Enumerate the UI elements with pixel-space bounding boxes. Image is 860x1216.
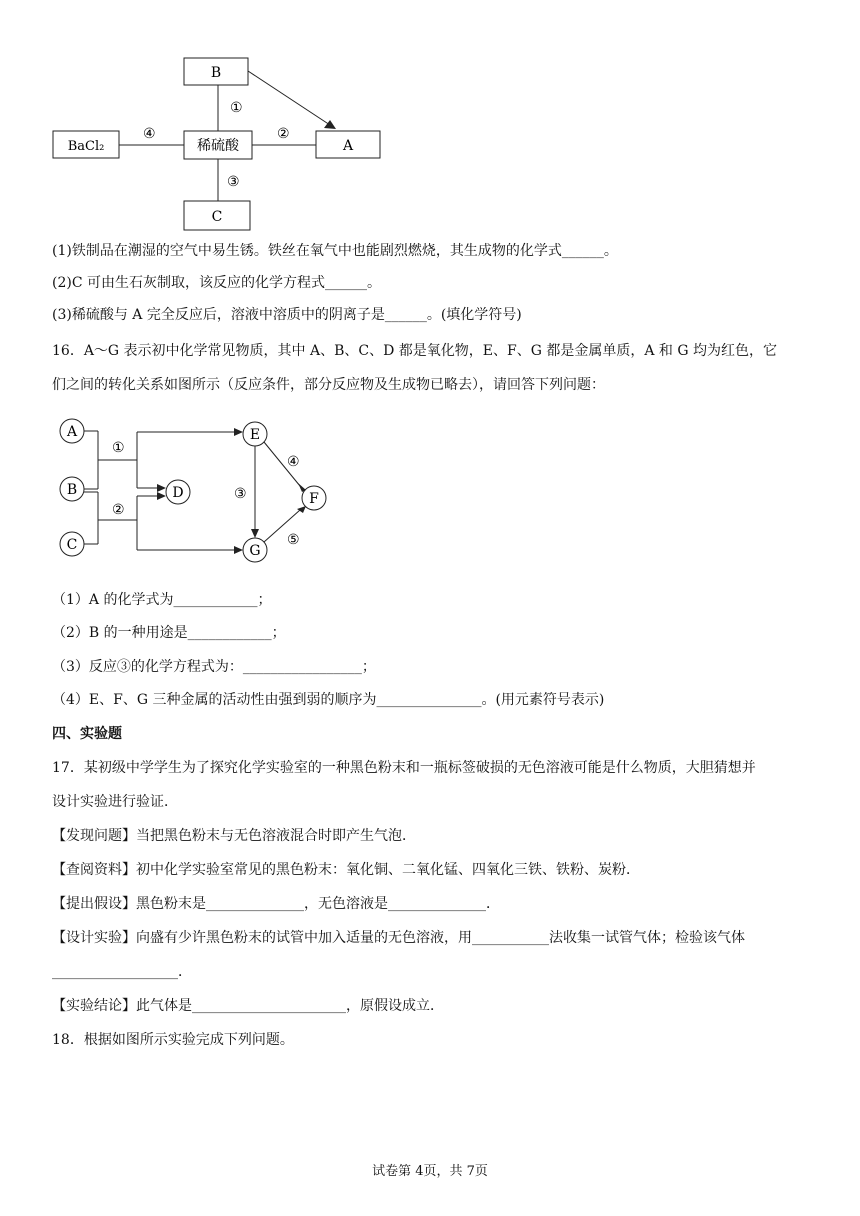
q17-design-2: __________________． <box>52 964 192 980</box>
node-d-label: D <box>172 485 184 501</box>
label-1: ① <box>112 440 125 456</box>
node-g-label: G <box>249 543 261 559</box>
label-2: ② <box>277 126 290 142</box>
reaction-diagram-2 <box>0 410 360 570</box>
q18-intro: 18．根据如图所示实验完成下列问题。 <box>52 1032 294 1048</box>
node-e-label: E <box>249 427 261 443</box>
q17-design-1: 【设计实验】向盛有少许黑色粉末的试管中加入适量的无色溶液，用___________法收集一试管气体；检验该气体 <box>52 930 745 946</box>
node-f-label: F <box>309 491 319 507</box>
node-a-label: A <box>66 424 78 440</box>
page-footer: 试卷第 4页，共 7页 <box>372 1164 488 1179</box>
reaction-diagram-1 <box>0 0 420 240</box>
q16-sub-1: （1）A 的化学式为____________； <box>52 592 272 608</box>
arrow-b-to-a <box>324 120 336 129</box>
label-4: ④ <box>287 454 300 470</box>
q15-line-3: (3)稀硫酸与 A 完全反应后，溶液中溶质中的阴离子是______。(填化学符号) <box>52 307 522 323</box>
label-2: ② <box>112 502 125 518</box>
box-left-label: BaCl₂ <box>67 139 105 154</box>
q15-line-1: (1)铁制品在潮湿的空气中易生锈。铁丝在氧气中也能剧烈燃烧，其生成物的化学式______。 <box>52 243 618 259</box>
q17-intro-1: 17．某初级中学学生为了探究化学实验室的一种黑色粉末和一瓶标签破损的无色溶液可能是什么物质，大胆猜想并 <box>52 760 756 776</box>
node-c-label: C <box>66 537 78 553</box>
q17-lookup: 【查阅资料】初中化学实验室常见的黑色粉末：氧化铜、二氧化锰、四氧化三铁、铁粉、炭粉． <box>52 862 640 878</box>
q16-intro-2: 们之间的转化关系如图所示（反应条件，部分反应物及生成物已略去），请回答下列问题： <box>52 377 605 393</box>
section-heading: 四、实验题 <box>52 726 122 742</box>
label-3: ③ <box>234 486 247 502</box>
box-a-label: A <box>342 138 354 154</box>
q17-discover: 【发现问题】当把黑色粉末与无色溶液混合时即产生气泡． <box>52 828 416 844</box>
label-1: ① <box>230 100 243 116</box>
box-c-label: C <box>211 209 223 225</box>
label-3: ③ <box>227 174 240 190</box>
label-4: ④ <box>143 126 156 142</box>
node-b-label: B <box>66 482 78 498</box>
q16-intro-1: 16．A～G 表示初中化学常见物质，其中 A、B、C、D 都是氧化物，E、F、G 都是金属单质，A 和 G 均为红色，它 <box>52 343 778 359</box>
box-center-label: 稀硫酸 <box>197 138 239 154</box>
q15-line-2: (2)C 可由生石灰制取，该反应的化学方程式______。 <box>52 275 381 291</box>
q17-hypothesis: 【提出假设】黑色粉末是______________，无色溶液是______________． <box>52 896 500 912</box>
q16-sub-3: （3）反应③的化学方程式为：_________________； <box>52 659 376 675</box>
box-b-label: B <box>210 65 222 81</box>
q16-sub-4: （4）E、F、G 三种金属的活动性由强到弱的顺序为_______________。(用元素符号表示) <box>52 692 605 708</box>
q16-sub-2: （2）B 的一种用途是____________； <box>52 625 286 641</box>
q17-intro-2: 设计实验进行验证． <box>52 794 178 810</box>
q17-conclusion: 【实验结论】此气体是______________________，原假设成立． <box>52 998 444 1014</box>
label-5: ⑤ <box>287 532 300 548</box>
